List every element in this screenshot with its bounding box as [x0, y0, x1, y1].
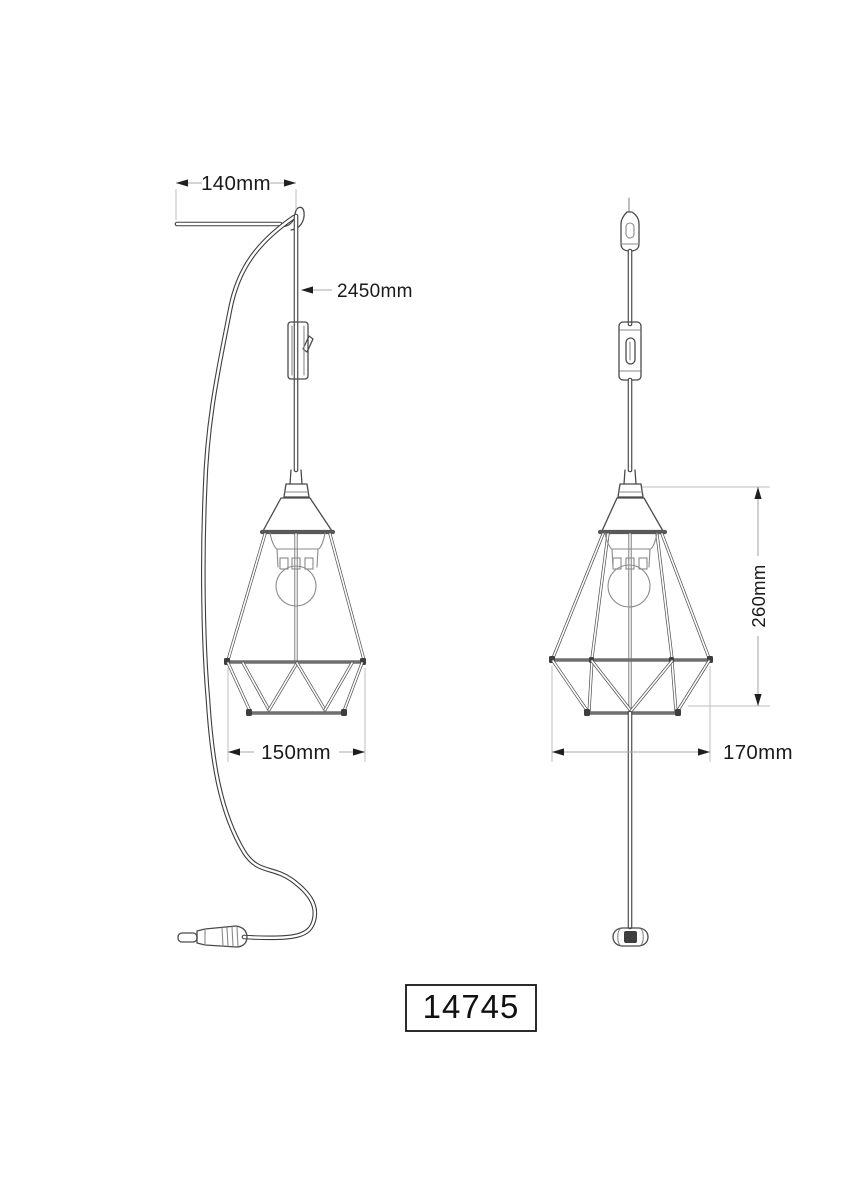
dim-label-140mm: 140mm [201, 172, 271, 195]
lamp-socket-left [284, 470, 309, 497]
lamp-socket-right [618, 470, 643, 497]
dim-label-260mm: 260mm [748, 564, 769, 628]
inline-switch-front [619, 322, 641, 380]
article-number: 14745 [422, 988, 520, 1025]
dim-label-170mm: 170mm [723, 741, 793, 764]
left-view [176, 172, 413, 947]
shade-cone-left [262, 498, 333, 532]
power-plug-side [178, 926, 247, 947]
hanging-loop [621, 198, 639, 251]
power-plug-end [613, 713, 648, 946]
dimension-hook-arm [176, 172, 296, 220]
shade-cone-right [600, 498, 665, 532]
article-number-box [406, 985, 536, 1031]
dimension-cable-length [301, 281, 413, 302]
dim-label-2450mm: 2450mm [337, 281, 413, 302]
dim-label-150mm: 150mm [261, 741, 331, 764]
hook-arm [177, 207, 304, 230]
inline-switch-side [288, 322, 313, 379]
wire-cage-left [224, 533, 366, 716]
right-view [549, 198, 793, 946]
wire-cage-right [549, 533, 713, 716]
